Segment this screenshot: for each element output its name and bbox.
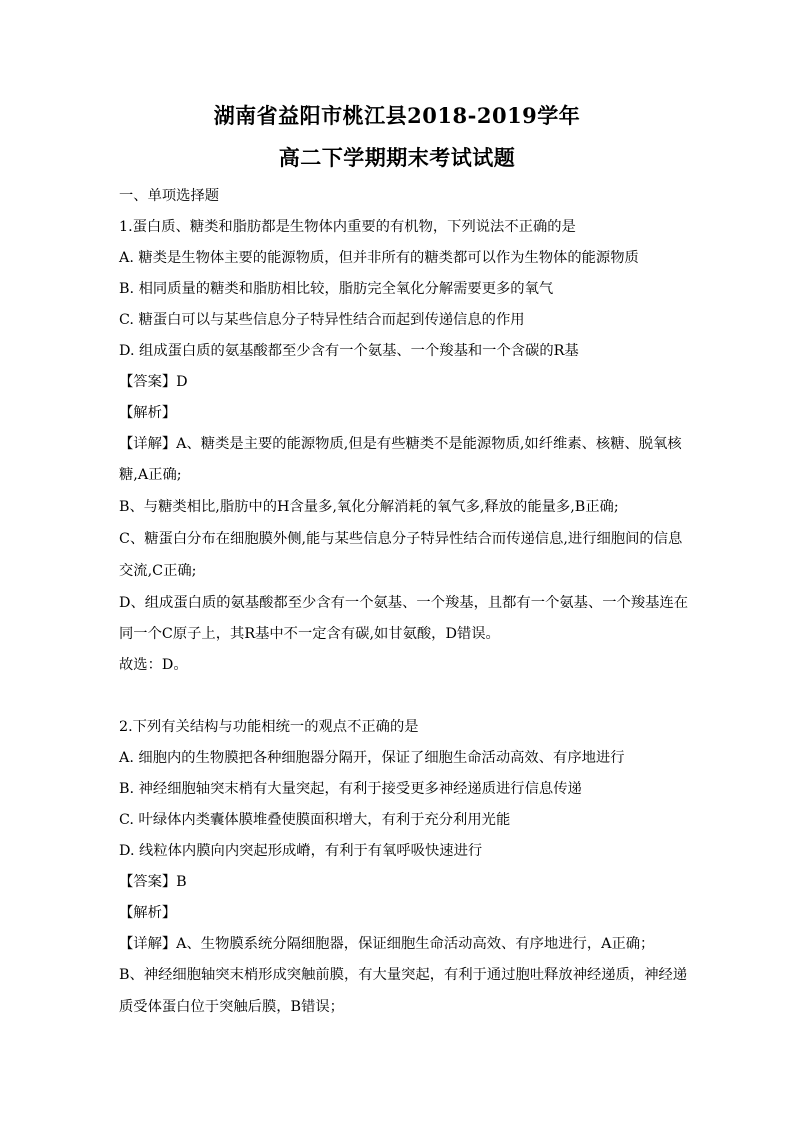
question-1-detail-line: 糖,A正确; bbox=[119, 467, 182, 483]
question-2-option-a: A. 细胞内的生物膜把各种细胞器分隔开，保证了细胞生命活动高效、有序地进行 bbox=[119, 750, 625, 766]
question-2-answer: 【答案】B bbox=[119, 874, 187, 890]
question-1-option-a: A. 糖类是生物体主要的能源物质，但并非所有的糖类都可以作为生物体的能源物质 bbox=[119, 250, 639, 266]
question-1-analysis-label: 【解析】 bbox=[119, 405, 177, 421]
question-1-stem: 1.蛋白质、糖类和脂肪都是生物体内重要的有机物，下列说法不正确的是 bbox=[119, 219, 576, 235]
question-1-option-c: C. 糖蛋白可以与某些信息分子特异性结合而起到传递信息的作用 bbox=[119, 312, 525, 328]
question-1-detail-line: 同一个C原子上，其R基中不一定含有碳,如甘氨酸，D错误。 bbox=[119, 626, 500, 642]
question-1-answer: 【答案】D bbox=[119, 374, 188, 390]
question-1-detail-line: 【详解】A、糖类是主要的能源物质,但是有些糖类不是能源物质,如纤维素、核糖、脱氧核 bbox=[119, 436, 682, 452]
question-1-option-d: D. 组成蛋白质的氨基酸都至少含有一个氨基、一个羧基和一个含碳的R基 bbox=[119, 343, 579, 359]
document-title-line-2: 高二下学期期末考试试题 bbox=[278, 145, 516, 170]
question-2-option-b: B. 神经细胞轴突末梢有大量突起，有利于接受更多神经递质进行信息传递 bbox=[119, 781, 582, 797]
question-2-option-c: C. 叶绿体内类囊体膜堆叠使膜面积增大，有利于充分利用光能 bbox=[119, 812, 511, 828]
question-1-detail-line: 交流,C正确; bbox=[119, 563, 197, 579]
question-2-stem: 2.下列有关结构与功能相统一的观点不正确的是 bbox=[119, 719, 419, 735]
question-2-detail-line: B、神经细胞轴突末梢形成突触前膜，有大量突起，有利于通过胞吐释放神经递质，神经递 bbox=[119, 967, 688, 983]
question-2-detail-line: 【详解】A、生物膜系统分隔细胞器，保证细胞生命活动高效、有序地进行，A正确； bbox=[119, 936, 655, 952]
question-2-option-d: D. 线粒体内膜向内突起形成嵴，有利于有氧呼吸快速进行 bbox=[119, 843, 483, 859]
section-heading: 一、单项选择题 bbox=[119, 188, 220, 204]
question-1-detail-line: D、组成蛋白质的氨基酸都至少含有一个氨基、一个羧基，且都有一个氨基、一个羧基连在 bbox=[119, 595, 689, 611]
question-1-option-b: B. 相同质量的糖类和脂肪相比较，脂肪完全氧化分解需要更多的氧气 bbox=[119, 281, 554, 297]
question-2-detail-line: 质受体蛋白位于突触后膜，B错误； bbox=[119, 999, 344, 1015]
question-2-analysis-label: 【解析】 bbox=[119, 905, 177, 921]
question-1-detail-line: C、糖蛋白分布在细胞膜外侧,能与某些信息分子特异性结合而传递信息,进行细胞间的信息 bbox=[119, 531, 683, 547]
question-1-detail-line: B、与糖类相比,脂肪中的H含量多,氧化分解消耗的氧气多,释放的能量多,B正确; bbox=[119, 499, 619, 515]
document-title-line-1: 湖南省益阳市桃江县2018-2019学年 bbox=[213, 103, 581, 128]
question-1-detail-line: 故选：D。 bbox=[119, 657, 188, 673]
